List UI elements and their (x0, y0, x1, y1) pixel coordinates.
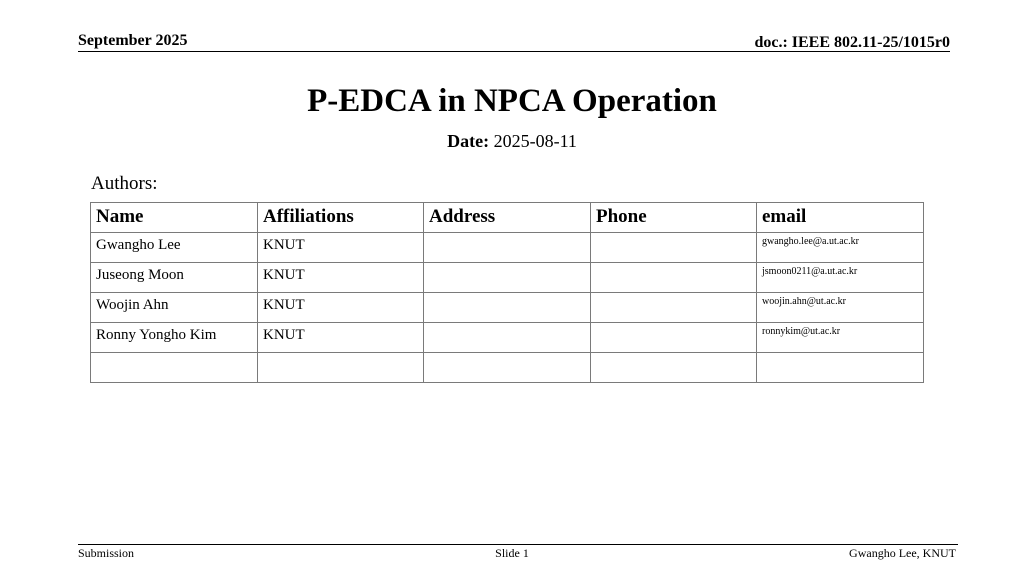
cell-email: gwangho.lee@a.ut.ac.kr (757, 233, 924, 263)
table-header-row (91, 203, 924, 233)
cell-name: Woojin Ahn (91, 293, 258, 323)
cell-address (424, 323, 591, 353)
cell-phone (591, 263, 757, 293)
cell-phone (591, 293, 757, 323)
cell-phone (591, 353, 757, 383)
cell-address (424, 263, 591, 293)
header-doc-id: doc.: IEEE 802.11-25/1015r0 (754, 34, 950, 51)
slide-title: P-EDCA in NPCA Operation (307, 83, 717, 119)
cell-name: Gwangho Lee (91, 233, 258, 263)
cell-name (91, 353, 258, 383)
cell-phone (591, 323, 757, 353)
authors-label: Authors: (91, 173, 158, 194)
cell-email: jsmoon0211@a.ut.ac.kr (757, 263, 924, 293)
cell-affiliation: KNUT (258, 233, 424, 263)
table-row-empty (91, 353, 924, 383)
table-row (91, 263, 924, 293)
footer-submission: Submission (78, 546, 135, 560)
date-label: Date: (447, 131, 490, 151)
footer-slide-number: Slide 1 (495, 546, 529, 560)
cell-affiliation: KNUT (258, 293, 424, 323)
column-header-phone: Phone (591, 203, 757, 233)
cell-email: woojin.ahn@ut.ac.kr (757, 293, 924, 323)
cell-affiliation: KNUT (258, 263, 424, 293)
table-row (91, 323, 924, 353)
cell-name: Juseong Moon (91, 263, 258, 293)
cell-phone (591, 233, 757, 263)
footer-author: Gwangho Lee, KNUT (849, 546, 956, 560)
cell-affiliation (258, 353, 424, 383)
date-value: 2025-08-11 (493, 131, 577, 151)
cell-address (424, 233, 591, 263)
header-divider (78, 51, 950, 52)
table-row (91, 293, 924, 323)
footer-divider (78, 544, 958, 545)
cell-address (424, 353, 591, 383)
column-header-affiliations: Affiliations (258, 203, 424, 233)
cell-email (757, 353, 924, 383)
cell-address (424, 293, 591, 323)
column-header-email: email (757, 203, 924, 233)
column-header-name: Name (91, 203, 258, 233)
cell-email: ronnykim@ut.ac.kr (757, 323, 924, 353)
cell-name: Ronny Yongho Kim (91, 323, 258, 353)
cell-affiliation: KNUT (258, 323, 424, 353)
date-line (0, 131, 1024, 152)
header-date: September 2025 (78, 32, 188, 49)
column-header-address: Address (424, 203, 591, 233)
authors-table (90, 202, 924, 383)
table-row (91, 233, 924, 263)
